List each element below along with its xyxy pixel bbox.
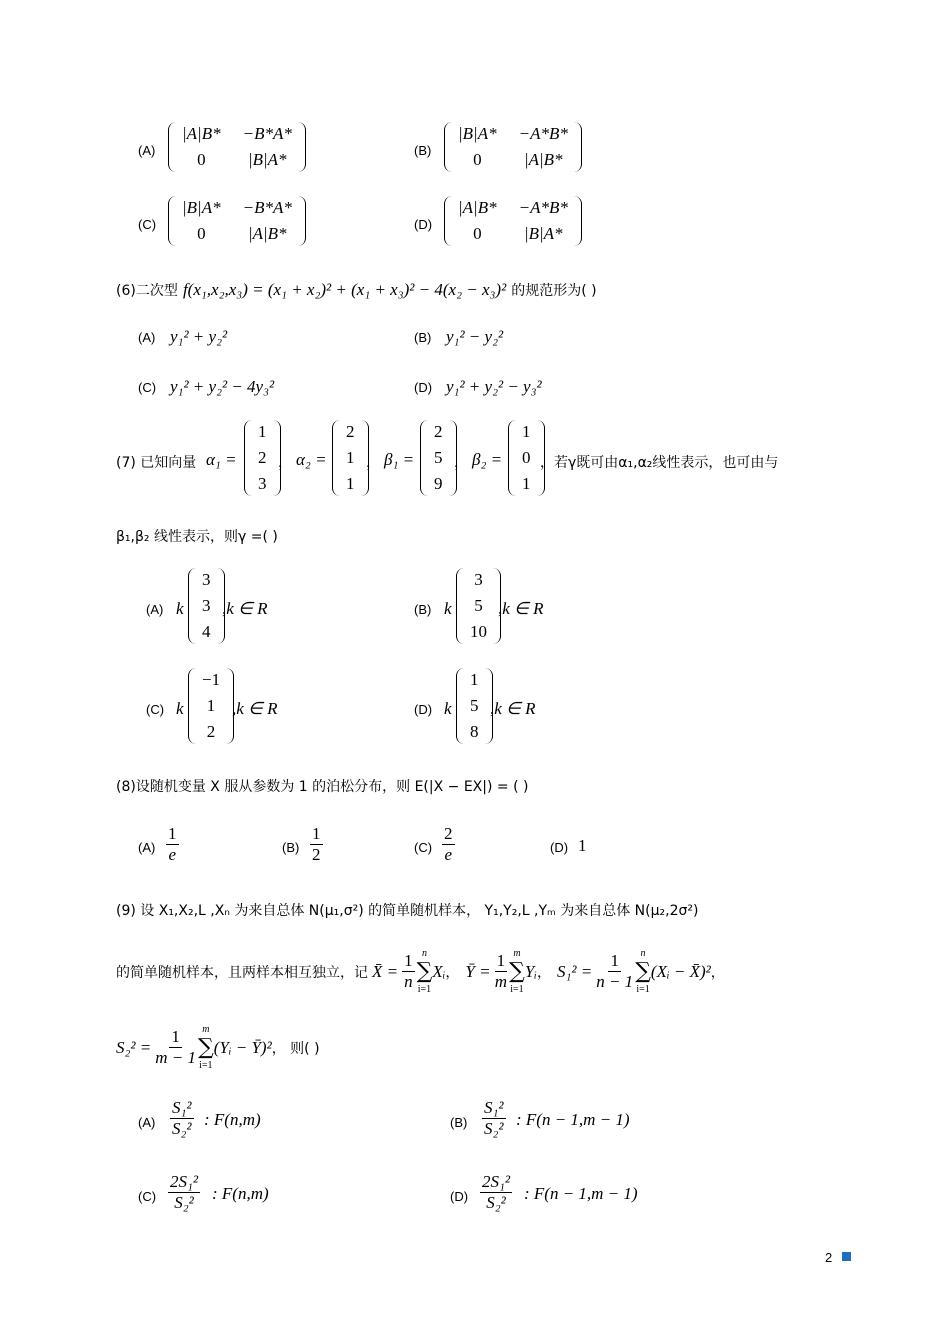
domain-suffix: ,k ∈ R [498, 599, 544, 618]
scalar-k: k [444, 699, 452, 718]
vector-entry: 1 [522, 422, 531, 441]
sigma-icon: ∑ [197, 1035, 214, 1060]
denominator: S₂² [172, 1119, 192, 1138]
matrix-cell: |A|B* [523, 150, 563, 169]
separator: ， [536, 964, 551, 981]
q8-question: (8)设随机变量 X 服从参数为 1 的泊松分布，则 E(|X − EX|) = ( ) [116, 779, 529, 795]
q6-question [116, 280, 597, 300]
matrix-cell: 0 [473, 150, 482, 169]
page-accent-square-icon [842, 1252, 851, 1261]
vector-name: α₂ = [296, 450, 327, 469]
sum-lower: i=1 [417, 984, 432, 995]
matrix [444, 122, 582, 172]
option-label: (D) [414, 702, 433, 717]
s1-fraction [596, 951, 633, 992]
option-label: (B) [450, 1115, 468, 1130]
sum-lower: i=1 [636, 984, 650, 995]
q7-prefix: (7) 已知向量 [116, 455, 197, 471]
matrix [168, 196, 306, 246]
q7-option-b-vector [456, 568, 501, 644]
quadratic-form-formula: f(x₁,x₂,x₃) = (x₁ + x₂)² + (x₁ + x₃)² − 4(x₂ − x₃)² [182, 280, 507, 299]
numerator: 2S₁² [482, 1172, 511, 1191]
denominator: S₂² [486, 1193, 506, 1212]
question-prefix: (6)二次型 [116, 283, 178, 299]
xbar-fraction [402, 951, 415, 992]
numerator: 1 [168, 824, 177, 843]
matrix-cell: |A|B* [247, 224, 287, 243]
sigma-icon: ∑ [416, 959, 433, 984]
vector-entry: 2 [346, 422, 355, 441]
matrix-cell: 0 [197, 224, 206, 243]
matrix-cell: −B*A* [242, 198, 292, 217]
matrix-cell: |B|A* [523, 224, 563, 243]
q8-option-d-value: 1 [578, 836, 587, 855]
option-label: (C) [138, 380, 157, 395]
numerator: 2 [444, 824, 453, 843]
numerator: 1 [610, 951, 619, 970]
vector-entry: 2 [258, 448, 267, 467]
q7-option-d-vector [456, 668, 493, 744]
vector-entry: 1 [258, 422, 267, 441]
vector-name: β₂ = [472, 450, 503, 469]
vector-entry: 2 [434, 422, 443, 441]
option-label: (C) [138, 217, 157, 232]
matrix-cell: 0 [197, 150, 206, 169]
scalar-k: k [176, 699, 184, 718]
vector-entry: 2 [206, 722, 216, 741]
sum-lower: i=1 [199, 1060, 213, 1071]
sigma-icon: ∑ [635, 959, 651, 984]
denominator: n [404, 972, 413, 991]
xbar-summand: Xᵢ [432, 961, 446, 981]
sigma-icon: ∑ [509, 959, 525, 984]
q6-option-d-expr: y₁² + y₂² − y₃² [446, 377, 542, 396]
vector-entry: 1 [206, 696, 216, 715]
matrix-cell: 0 [473, 224, 482, 243]
vector-entry: 10 [470, 622, 487, 641]
sum-upper: n [421, 948, 427, 959]
denominator: S₂² [484, 1119, 504, 1138]
sum-lower: i=1 [510, 984, 524, 995]
separator: ， [445, 964, 460, 981]
q7-line2: β₁,β₂ 线性表示，则γ =( ) [116, 529, 278, 545]
option-label: (C) [146, 702, 165, 717]
numerator: 1 [171, 1027, 180, 1046]
s1-summand: (Xᵢ − X̄)² [650, 961, 711, 981]
separator: ， [710, 964, 725, 981]
option-label: (A) [146, 602, 164, 617]
vector-entry: 1 [522, 474, 531, 493]
option-label: (A) [138, 840, 156, 855]
q9-option-c-dist: : F(n,m) [212, 1184, 269, 1203]
matrix-cell: |A|B* [458, 198, 497, 217]
option-label: (A) [138, 143, 156, 158]
matrix-cell: −A*B* [518, 198, 568, 217]
separator: ， [454, 455, 468, 471]
s1-symbol: S₁² = [556, 961, 593, 981]
q9-option-b-dist: : F(n − 1,m − 1) [516, 1110, 630, 1129]
denominator: m [494, 972, 507, 991]
q9-then: ， 则( ) [271, 1040, 320, 1057]
q9-option-b-fraction [482, 1098, 506, 1139]
page-number: 2 [825, 1250, 833, 1265]
q8-option-a-fraction [166, 824, 179, 865]
matrix [168, 122, 306, 172]
numerator: 1 [404, 951, 413, 970]
domain-suffix: ,k ∈ R [490, 699, 536, 718]
domain-suffix: ,k ∈ R [232, 699, 278, 718]
separator: ， [366, 455, 380, 471]
q9-line3 [116, 1024, 320, 1071]
option-label: (D) [450, 1189, 469, 1204]
option-label: (A) [138, 330, 156, 345]
vector-name: β₁ = [384, 450, 415, 469]
option-label: (B) [282, 840, 300, 855]
s2-summand: (Yᵢ − Ȳ)² [213, 1037, 272, 1057]
q7-tail: ，若γ既可由α₁,α₂线性表示，也可由与 [540, 455, 779, 471]
q9-option-d-fraction [480, 1172, 512, 1213]
numerator: 1 [496, 951, 506, 970]
domain-suffix: ,k ∈ R [222, 599, 268, 618]
q6-option-b-expr: y₁² − y₂² [446, 327, 504, 346]
q9-option-a-dist: : F(n,m) [204, 1110, 261, 1129]
question-suffix: 的规范形为( ) [511, 283, 597, 299]
vector-entry: 5 [434, 448, 443, 467]
numerator: S₁² [484, 1098, 504, 1117]
option-label: (B) [414, 602, 432, 617]
option-label: (B) [414, 330, 432, 345]
vector-name: α₁ = [206, 450, 237, 469]
option-label: (D) [414, 380, 433, 395]
vector-entry: 3 [202, 596, 211, 615]
denominator: e [168, 845, 177, 864]
denominator: n − 1 [596, 972, 634, 991]
q6-option-a-expr: y₁² + y₂² [170, 327, 228, 346]
vector-entry: 1 [346, 448, 355, 467]
q7-option-c-vector [188, 668, 234, 744]
s2-symbol: S₂² = [116, 1037, 152, 1057]
q8-option-b-fraction [310, 824, 323, 865]
sum-upper: m [202, 1024, 210, 1035]
option-label: (A) [138, 1115, 156, 1130]
numerator: 1 [312, 824, 321, 843]
q8-option-c-fraction [442, 824, 455, 865]
vector-entry: 9 [434, 474, 443, 493]
option-label: (D) [550, 840, 569, 855]
vector-alpha1 [244, 420, 281, 496]
option-label: (D) [414, 217, 433, 232]
ybar-symbol: Ȳ = [465, 961, 491, 981]
vector-entry: 5 [470, 696, 479, 715]
separator: ， [278, 455, 292, 471]
option-label: (C) [138, 1189, 157, 1204]
matrix [444, 196, 582, 246]
denominator: m − 1 [155, 1048, 196, 1067]
numerator: 2S₁² [170, 1172, 199, 1191]
matrix-cell: |A|B* [182, 124, 221, 143]
ybar-fraction [495, 951, 508, 992]
vector-entry: 8 [470, 722, 479, 741]
denominator: 2 [312, 845, 321, 864]
numerator: S₁² [172, 1098, 192, 1117]
option-label: (B) [414, 143, 432, 158]
sum-sign [635, 948, 651, 995]
vector-entry: 1 [346, 474, 355, 493]
sum-upper: n [640, 948, 646, 959]
denominator: e [444, 845, 453, 864]
sum-upper: m [513, 948, 521, 959]
vector-alpha2 [332, 420, 369, 496]
vector-beta1 [420, 420, 457, 496]
vector-entry: 3 [202, 570, 211, 589]
ybar-summand: Yᵢ [524, 961, 537, 981]
scalar-k: k [176, 599, 184, 618]
denominator: S₂² [174, 1193, 194, 1212]
q9-line2-text: 的简单随机样本，且两样本相互独立，记 [116, 964, 368, 981]
matrix-cell: −B*A* [242, 124, 292, 143]
xbar-symbol: X̄ = [372, 961, 399, 981]
s2-fraction [155, 1027, 196, 1068]
matrix-cell: |B|A* [458, 124, 497, 143]
matrix-cell: |B|A* [182, 198, 221, 217]
q9-option-c-fraction [168, 1172, 200, 1213]
matrix-cell: |B|A* [247, 150, 287, 169]
sum-sign [509, 948, 525, 995]
vector-entry: 1 [470, 670, 479, 689]
vector-entry: 3 [258, 474, 267, 493]
matrix-cell: −A*B* [518, 124, 568, 143]
q7-option-a-vector [188, 568, 225, 644]
vector-entry: 0 [522, 448, 531, 467]
vector-entry: 3 [474, 570, 483, 589]
vector-entry: 5 [474, 596, 483, 615]
scalar-k: k [444, 599, 452, 618]
q6-option-c-expr: y₁² + y₂² − 4y₃² [170, 377, 275, 396]
q9-option-d-dist: : F(n − 1,m − 1) [524, 1184, 638, 1203]
sum-sign [198, 1024, 214, 1071]
q9-line2 [116, 948, 725, 995]
sum-sign [417, 948, 433, 995]
q9-option-a-fraction [170, 1098, 194, 1139]
vector-entry: 4 [202, 622, 211, 641]
vector-entry: −1 [202, 670, 221, 689]
q9-line1: (9) 设 X₁,X₂,L ,Xₙ 为来自总体 N(μ₁,σ²) 的简单随机样本， Y₁,Y₂,L ,Yₘ 为来自总体 N(μ₂,2σ²) [116, 903, 699, 919]
option-label: (C) [414, 840, 433, 855]
